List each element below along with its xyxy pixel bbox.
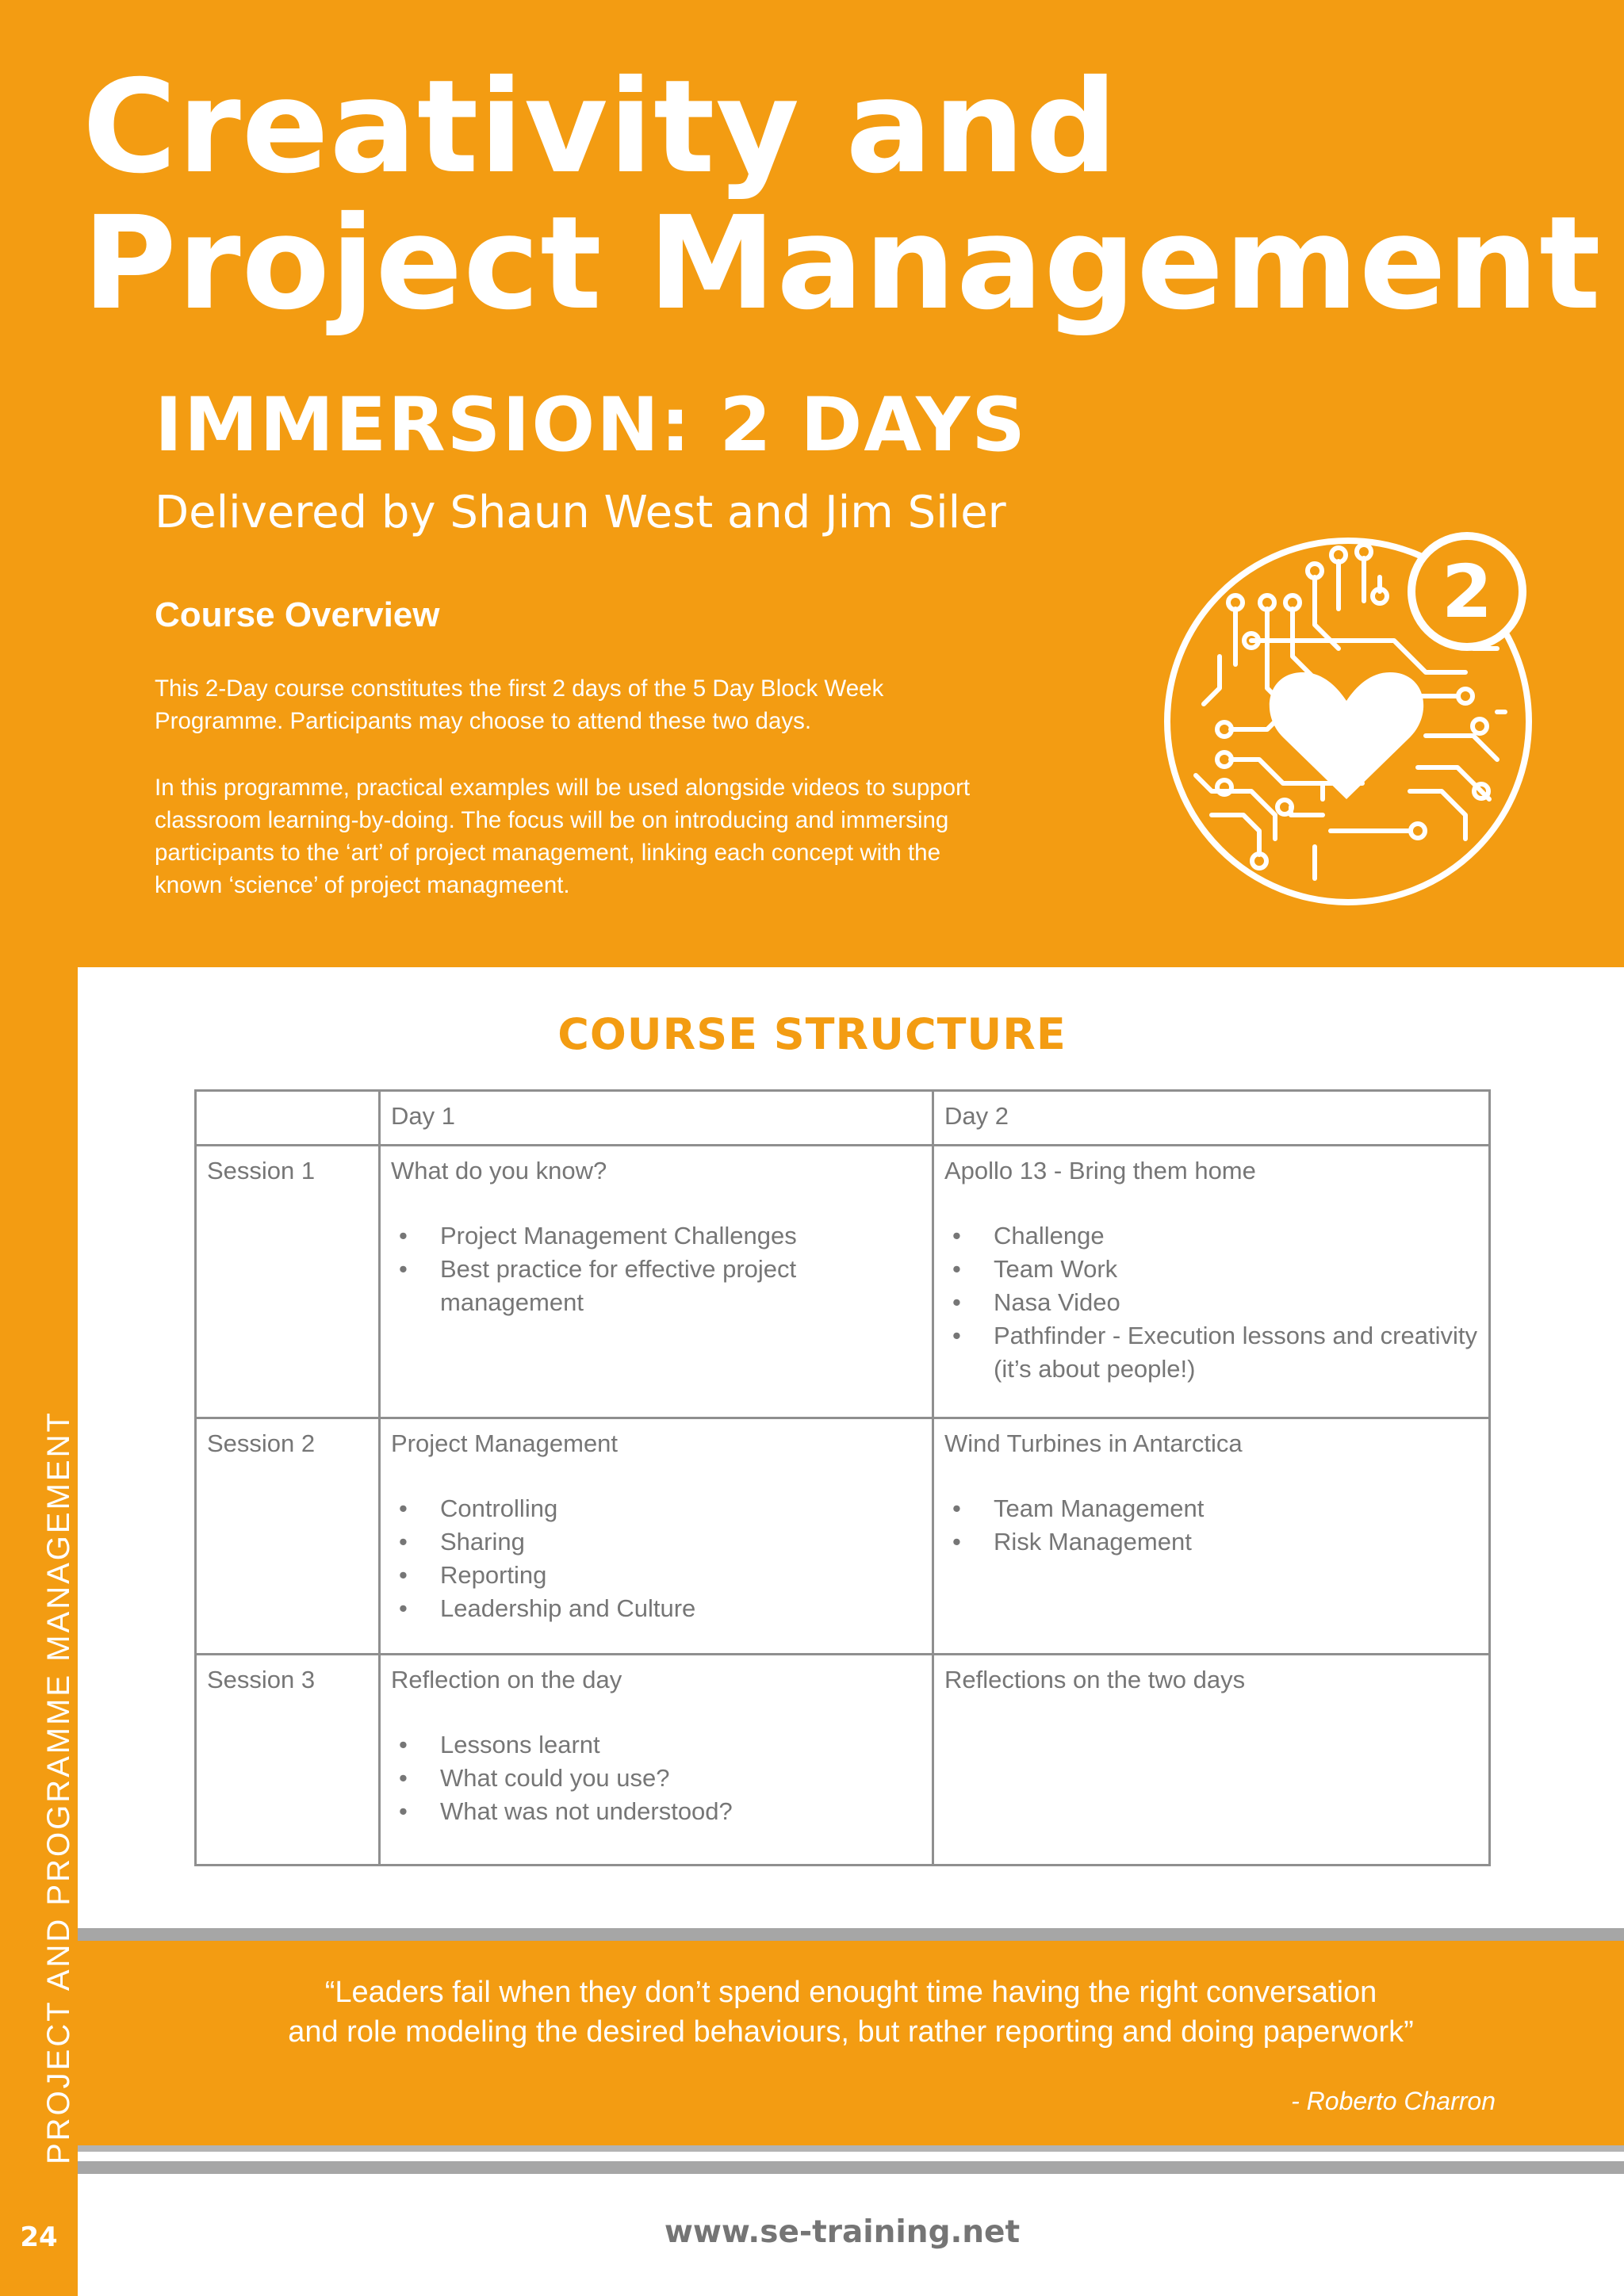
bullet-list	[944, 1219, 1477, 1386]
quote-line-1: “Leaders fail when they don’t spend enought time having the right conversation	[324, 1976, 1377, 2009]
bullet-list	[391, 1492, 921, 1625]
bullet-list	[391, 1728, 921, 1828]
table-row	[196, 1655, 1490, 1866]
list-item: • What was not understood?	[391, 1795, 921, 1828]
course-structure-heading: COURSE STRUCTURE	[557, 1009, 1067, 1059]
overview-paragraph-2	[155, 771, 1185, 901]
list-item: • Nasa Video	[944, 1286, 1477, 1319]
quote-line-2: and role modeling the desired behaviours, but rather reporting and doing paperwork”	[288, 2015, 1414, 2049]
page-number: 24	[20, 2221, 58, 2253]
overview-paragraph-1	[155, 672, 1185, 737]
section-side-label: PROJECT AND PROGRAMME MANAGEMENT	[41, 1410, 76, 2164]
cell-title: Wind Turbines in Antarctica	[944, 1429, 1243, 1457]
cell-title: Apollo 13 - Bring them home	[944, 1157, 1256, 1184]
page-title-line-1: Creativity and	[82, 53, 1119, 202]
list-item: • Project Management Challenges	[391, 1219, 921, 1253]
session-3-day-2	[933, 1655, 1490, 1866]
divider-rule	[78, 2161, 1624, 2174]
list-item: • Reporting	[391, 1559, 921, 1592]
session-label: Session 1	[196, 1146, 380, 1418]
overview-p2-line-4: known ‘science’ of project managmeent.	[155, 872, 570, 898]
divider-rule	[78, 1928, 1624, 1941]
overview-p1-line-1: This 2-Day course constitutes the first 2 days of the 5 Day Block Week	[155, 675, 884, 702]
cell-title: Reflections on the two days	[944, 1666, 1246, 1693]
divider-rule	[78, 2145, 1624, 2152]
overview-p2-line-1: In this programme, practical examples will be used alongside videos to support	[155, 775, 971, 801]
bullet-list	[944, 1492, 1477, 1559]
session-3-day-1	[380, 1655, 933, 1866]
circuit-heart-icon	[1156, 530, 1545, 918]
list-item: • Pathfinder - Execution lessons and creativity (it’s about people!)	[944, 1319, 1477, 1386]
overview-p2-line-3: participants to the ‘art’ of project management, linking each concept with the	[155, 840, 940, 866]
badge-number: 2	[1441, 549, 1493, 634]
session-label: Session 3	[196, 1655, 380, 1866]
list-item: • Risk Management	[944, 1525, 1477, 1559]
page-title	[82, 53, 1602, 339]
table-row	[196, 1418, 1490, 1655]
list-item: • Challenge	[944, 1219, 1477, 1253]
overview-heading: Course Overview	[155, 595, 440, 634]
session-label: Session 2	[196, 1418, 380, 1655]
table-header-day-2: Day 2	[933, 1091, 1490, 1146]
session-2-day-2	[933, 1418, 1490, 1655]
list-item: • Best practice for effective project management	[391, 1253, 921, 1319]
overview-p2-line-2: classroom learning-by-doing. The focus will be on introducing and immersing	[155, 807, 949, 833]
list-item: • Team Work	[944, 1253, 1477, 1286]
cell-title: Project Management	[391, 1429, 619, 1457]
course-structure-table	[194, 1089, 1491, 1866]
list-item: • What could you use?	[391, 1762, 921, 1795]
bullet-list	[391, 1219, 921, 1319]
list-item: • Leadership and Culture	[391, 1592, 921, 1625]
table-header-day-1: Day 1	[380, 1091, 933, 1146]
list-item: • Sharing	[391, 1525, 921, 1559]
session-1-day-2	[933, 1146, 1490, 1418]
cell-title: Reflection on the day	[391, 1666, 622, 1693]
list-item: • Lessons learnt	[391, 1728, 921, 1762]
cell-title: What do you know?	[391, 1157, 607, 1184]
list-item: • Controlling	[391, 1492, 921, 1525]
overview-p1-line-2: Programme. Participants may choose to attend these two days.	[155, 708, 812, 734]
session-2-day-1	[380, 1418, 933, 1655]
table-header-blank	[196, 1091, 380, 1146]
course-duration-heading: IMMERSION: 2 DAYS	[155, 382, 1027, 469]
session-1-day-1	[380, 1146, 933, 1418]
page-title-line-2: Project Management	[82, 189, 1602, 339]
quote-text	[78, 1973, 1624, 2052]
delivered-by: Delivered by Shaun West and Jim Siler	[155, 487, 1006, 538]
quote-author: - Roberto Charron	[1291, 2087, 1496, 2115]
footer-url[interactable]: www.se-training.net	[664, 2214, 1021, 2250]
list-item: • Team Management	[944, 1492, 1477, 1525]
table-header-row	[196, 1091, 1490, 1146]
table-row	[196, 1146, 1490, 1418]
